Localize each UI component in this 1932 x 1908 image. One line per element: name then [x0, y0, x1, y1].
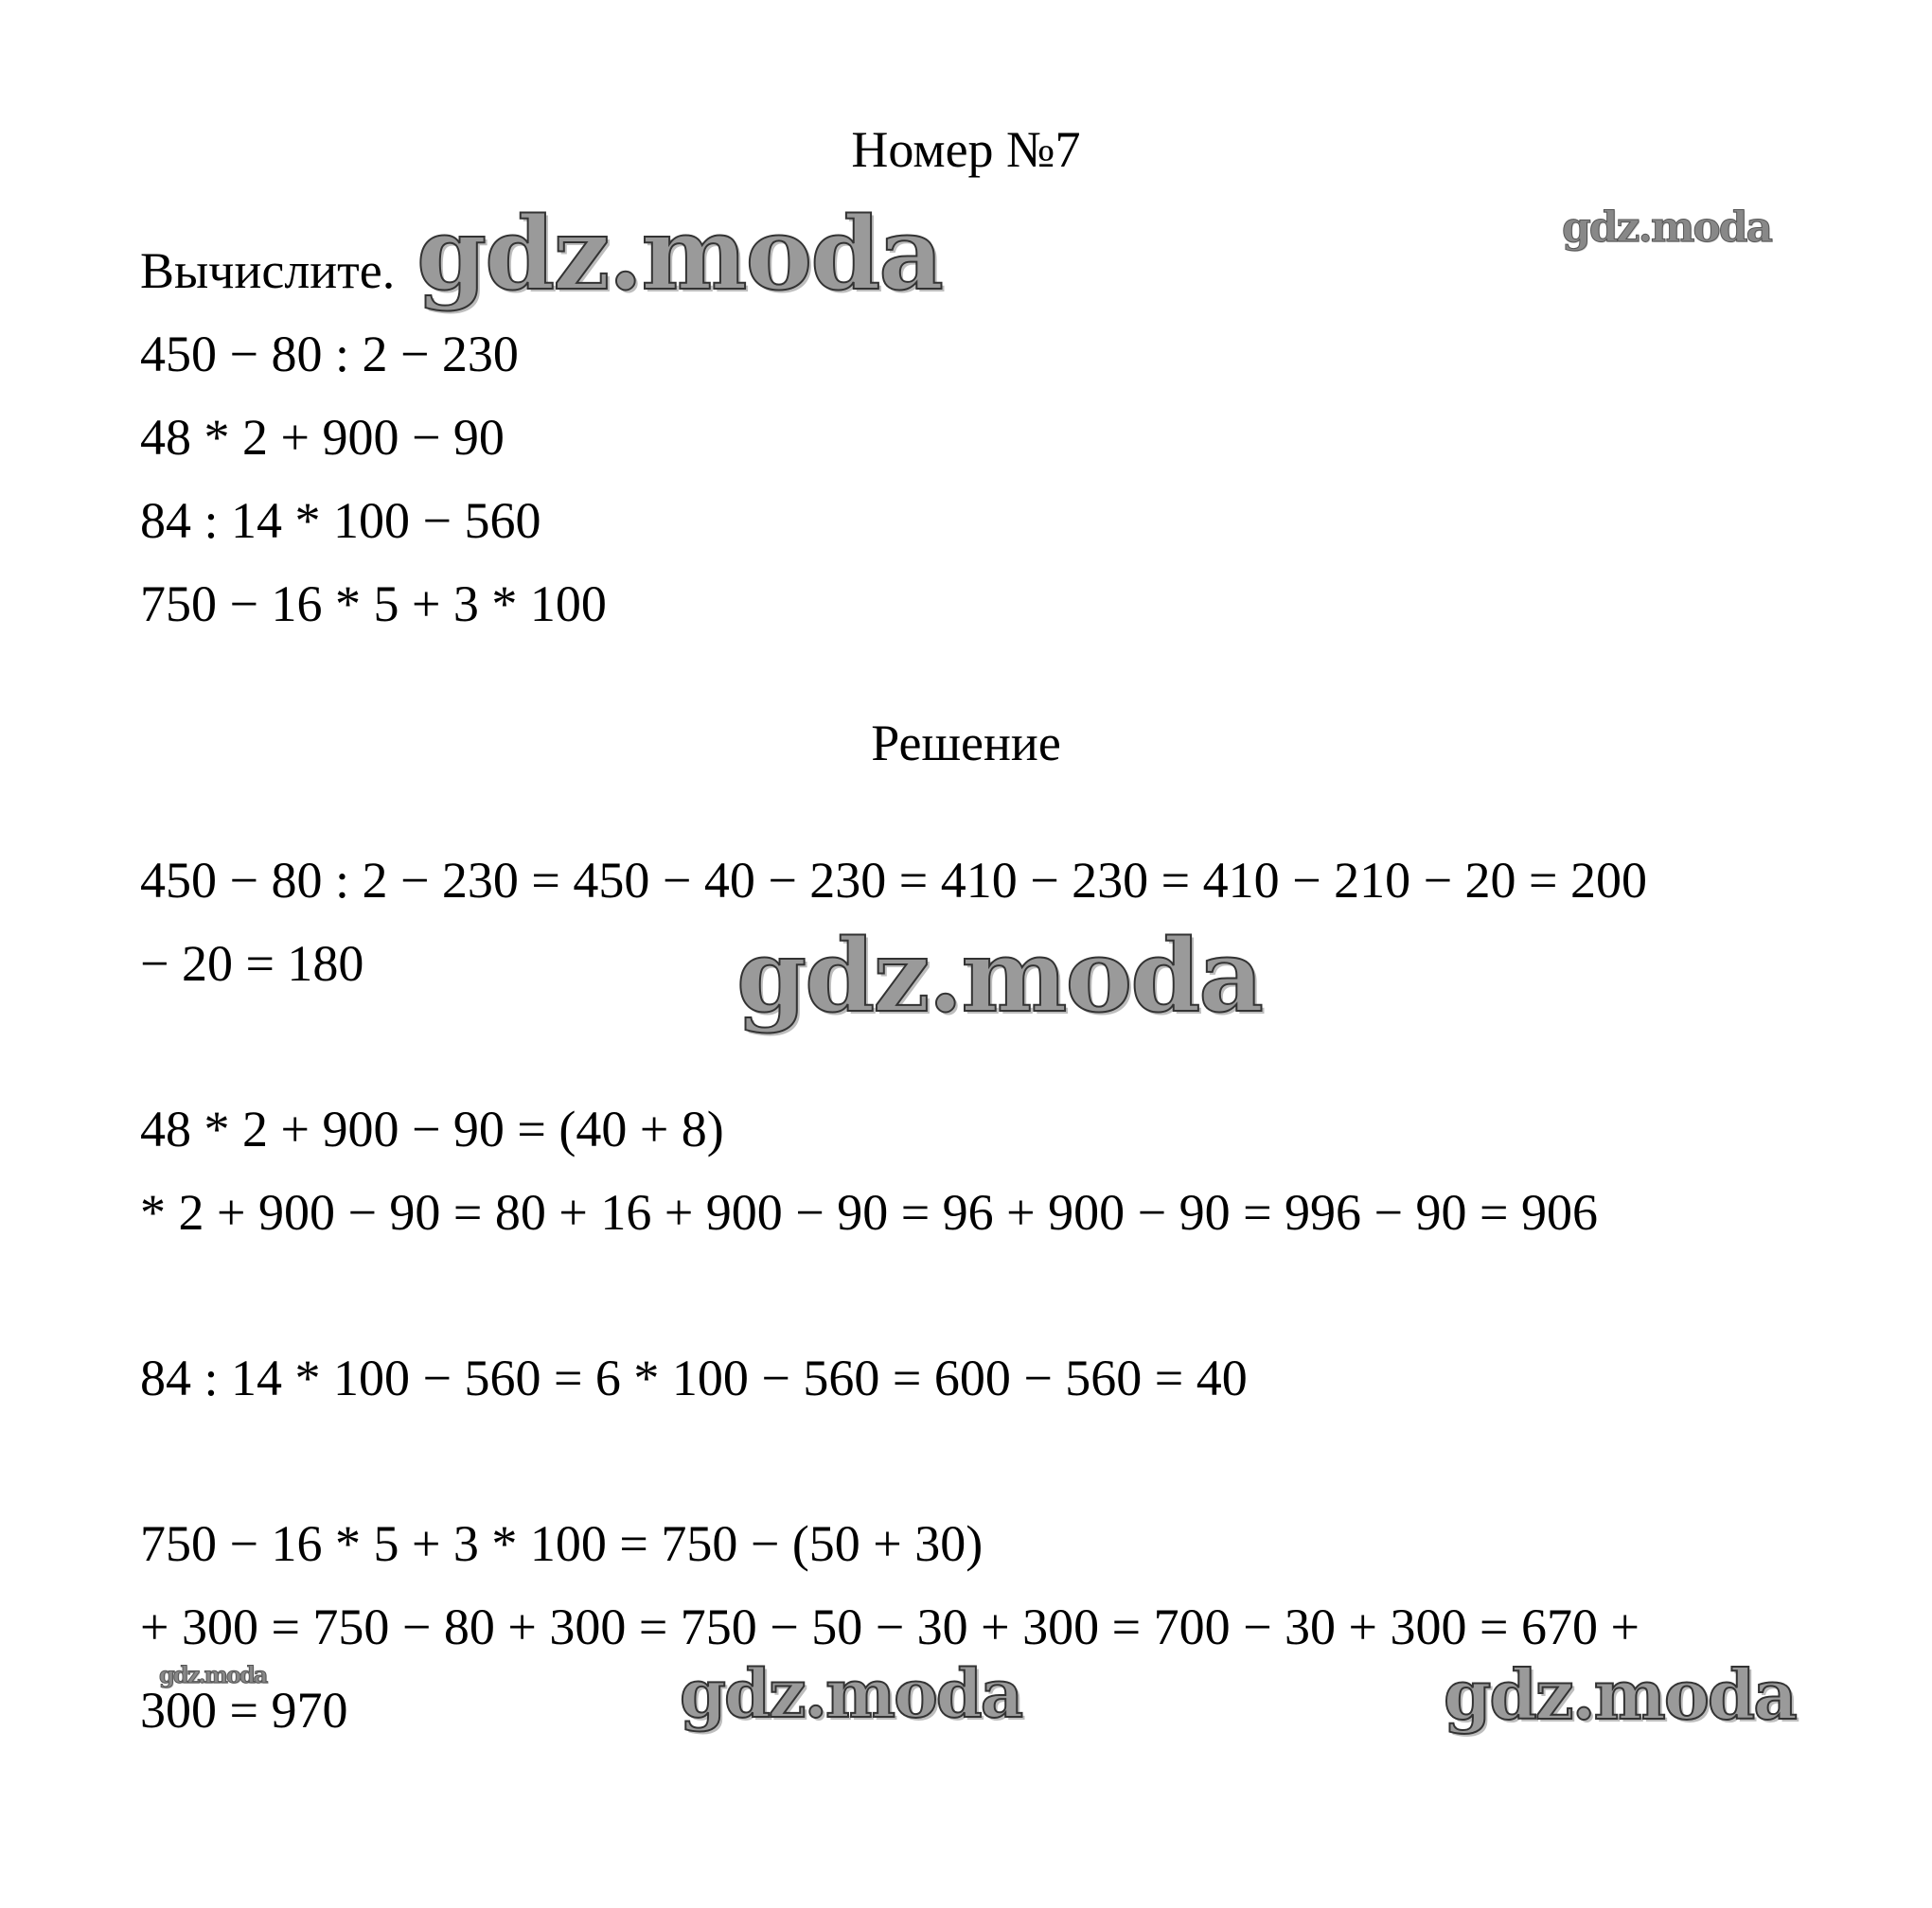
page-title: Номер №7: [851, 121, 1081, 178]
solution-heading: Решение: [871, 715, 1061, 771]
solution-2-line-2: * 2 + 900 − 90 = 80 + 16 + 900 − 90 = 96 + 900 − 90 = 996 − 90 = 906: [140, 1184, 1598, 1241]
watermark-logo: gdz.moda: [680, 1654, 1022, 1733]
solution-4-line-3: 300 = 970: [140, 1682, 348, 1739]
solution-3-line-1: 84 : 14 * 100 − 560 = 6 * 100 − 560 = 600 − 560 = 40: [140, 1350, 1248, 1406]
solution-4-line-1: 750 − 16 * 5 + 3 * 100 = 750 − (50 + 30): [140, 1515, 984, 1572]
solution-4-line-2: + 300 = 750 − 80 + 300 = 750 − 50 − 30 + 300 = 700 − 30 + 300 = 670 +: [140, 1599, 1640, 1655]
solution-1-line-2: − 20 = 180: [140, 935, 364, 992]
watermark-logo: gdz.moda: [1562, 203, 1772, 252]
task-expression-3: 84 : 14 * 100 − 560: [140, 492, 541, 549]
watermark-logo: gdz.moda: [1444, 1654, 1796, 1735]
task-expression-2: 48 * 2 + 900 − 90: [140, 409, 505, 466]
watermark-logo: gdz.moda: [417, 194, 942, 312]
solution-2-line-1: 48 * 2 + 900 − 90 = (40 + 8): [140, 1101, 724, 1157]
task-expression-1: 450 − 80 : 2 − 230: [140, 326, 519, 382]
task-expression-4: 750 − 16 * 5 + 3 * 100: [140, 575, 607, 632]
watermark-logo: gdz.moda: [159, 1661, 267, 1688]
watermark-logo: gdz.moda: [736, 916, 1262, 1034]
solution-1-line-1: 450 − 80 : 2 − 230 = 450 − 40 − 230 = 410 − 230 = 410 − 210 − 20 = 200: [140, 852, 1647, 909]
task-label: Вычислите.: [140, 242, 396, 299]
